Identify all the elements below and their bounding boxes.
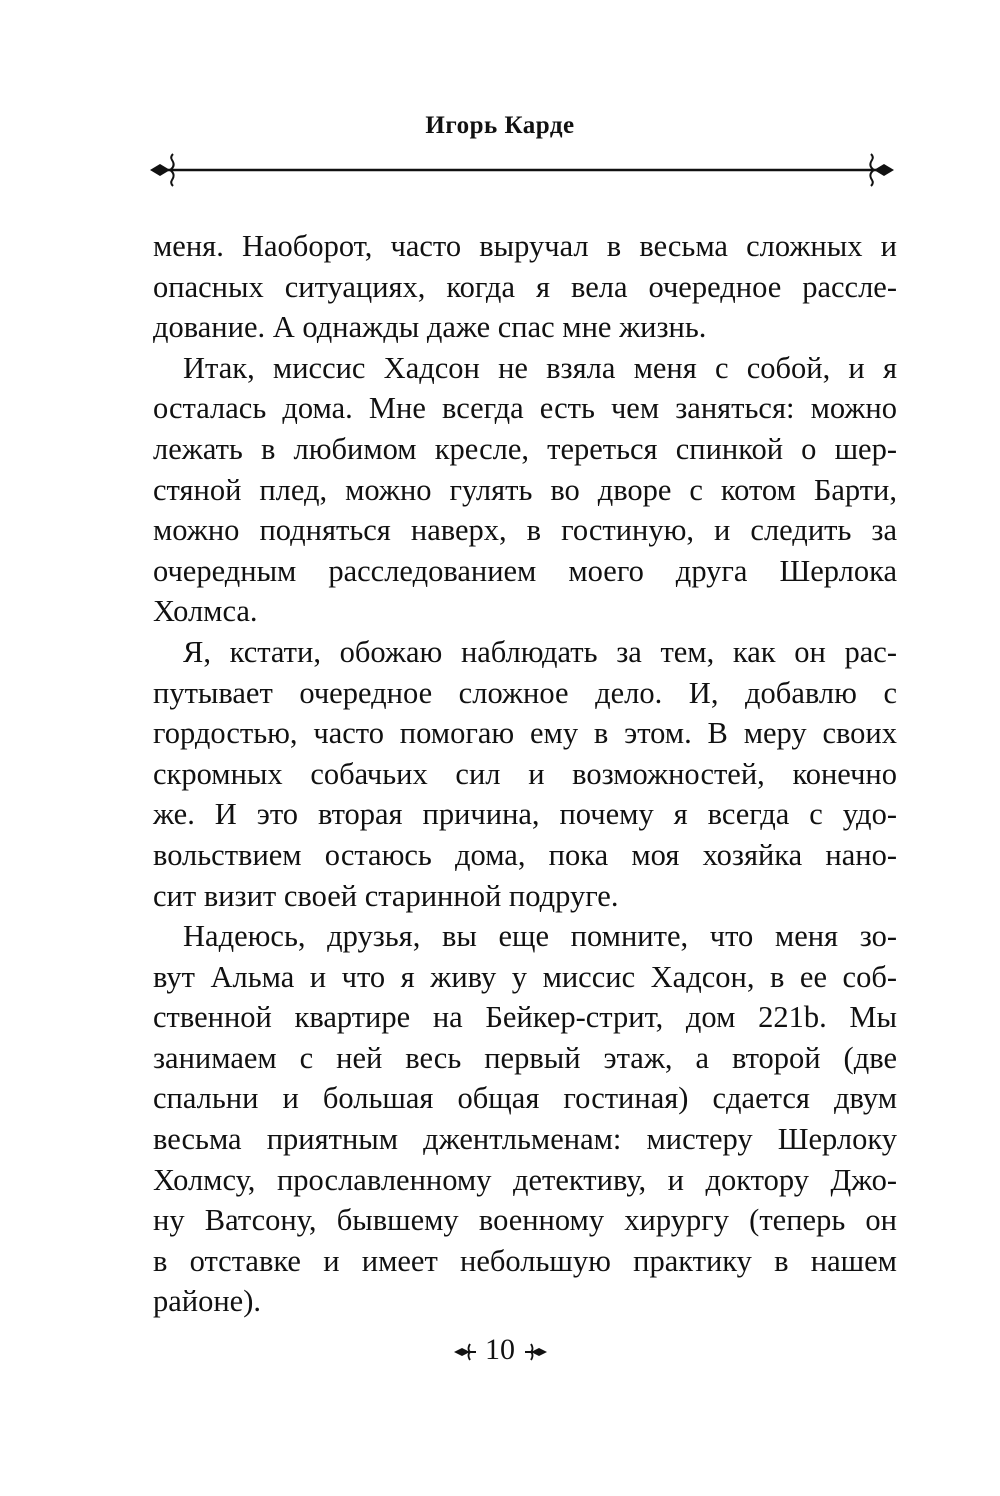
text-line: Холмсу, прославленному детективу, и доктору Джо- — [153, 1162, 897, 1197]
paragraph — [153, 226, 897, 348]
text-line: спальни и большая общая гостиная) сдается двум — [153, 1081, 897, 1116]
text-line: гордостью, часто помогаю ему в этом. В меру своих — [153, 716, 897, 751]
running-header-author: Игорь Карде — [425, 112, 575, 139]
text-line: опасных ситуациях, когда я вела очередное рассле- — [153, 269, 897, 304]
page-number-footer — [0, 1333, 1000, 1367]
text-line: в отставке и имеет небольшую практику в нашем — [153, 1243, 897, 1278]
text-line: можно подняться наверх, в гостиную, и следить за — [153, 513, 897, 548]
paragraph — [153, 916, 897, 1322]
body-text — [153, 226, 897, 1322]
text-line: Надеюсь, друзья, вы еще помните, что меня зо- — [183, 919, 897, 954]
paragraph — [153, 632, 897, 916]
text-line: путывает очередное сложное дело. И, добавлю с — [153, 675, 897, 710]
text-line: стяной плед, можно гулять во дворе с котом Барти, — [153, 472, 897, 507]
header-ornamental-rule — [148, 150, 896, 190]
text-line: ну Ватсону, бывшему военному хирургу (теперь он — [153, 1203, 897, 1238]
right-ornament-icon — [523, 1341, 549, 1363]
text-line: же. И это вторая причина, почему я всегда с удо- — [153, 797, 897, 832]
text-line: Холмса. — [153, 594, 258, 629]
text-line: сит визит своей старинной подруге. — [153, 878, 619, 913]
text-line: осталась дома. Мне всегда есть чем заняться: можно — [153, 391, 897, 426]
text-line: весьма приятным джентльменам: мистеру Шерлоку — [153, 1122, 897, 1157]
text-line: вут Альма и что я живу у миссис Хадсон, в ее соб- — [153, 959, 897, 994]
text-line: вольствием остаюсь дома, пока моя хозяйка нано- — [153, 837, 897, 872]
paragraph — [153, 348, 897, 632]
text-line: меня. Наоборот, часто выручал в весьма сложных и — [153, 229, 897, 263]
left-ornament-icon — [452, 1341, 478, 1363]
text-line: занимаем с ней весь первый этаж, а второй (две — [153, 1040, 897, 1075]
text-line: лежать в любимом кресле, тереться спинкой о шер- — [153, 431, 897, 466]
text-line: очередным расследованием моего друга Шерлока — [153, 553, 897, 588]
text-line: ственной квартире на Бейкер-стрит, дом 221b. Мы — [153, 1000, 897, 1035]
text-line: Итак, миссис Хадсон не взяла меня с собой, и я — [183, 350, 897, 385]
page-number: 10 — [485, 1333, 515, 1366]
text-line: скромных собачьих сил и возможностей, конечно — [153, 756, 897, 791]
text-line: районе). — [153, 1284, 262, 1319]
text-line: дование. А однажды даже спас мне жизнь. — [153, 310, 707, 345]
text-line: Я, кстати, обожаю наблюдать за тем, как он рас- — [183, 634, 897, 669]
